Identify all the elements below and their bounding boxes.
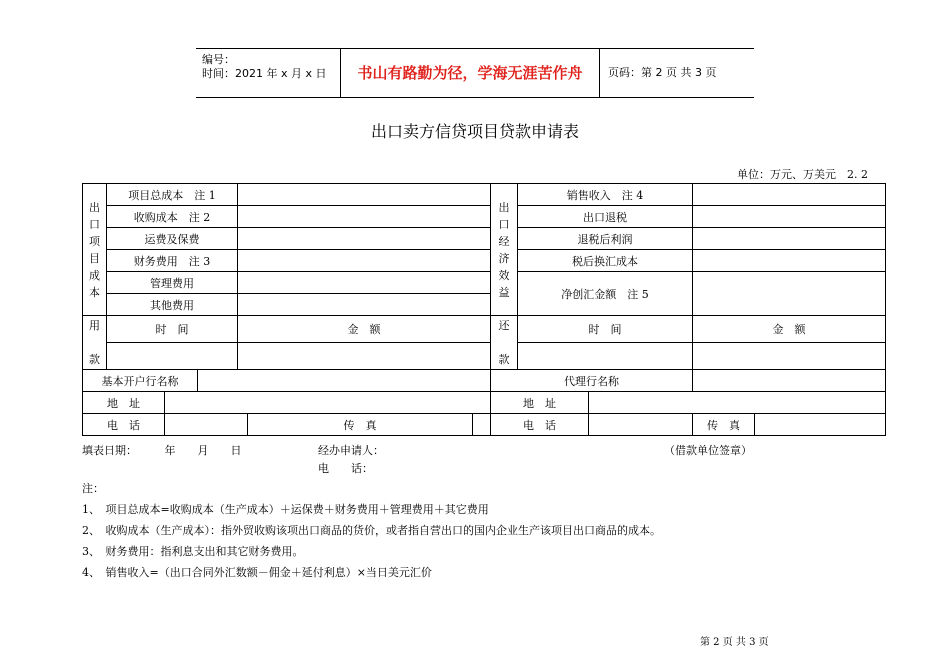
seal-label: （借款单位签章） (664, 444, 752, 457)
address-value[interactable] (165, 392, 491, 414)
right-item-value[interactable] (693, 228, 886, 250)
right-item-label: 税后换汇成本 (518, 250, 693, 272)
agent-bank-value[interactable] (693, 370, 886, 392)
repay-time-header: 时 间 (518, 316, 693, 343)
applicant-label: 经办申请人： (318, 444, 384, 457)
fax-label: 传 真 (248, 414, 473, 436)
note-line: 3、 财务费用：指利息支出和其它财务费用。 (82, 545, 304, 558)
note-line: 4、 销售收入=（出口合同外汇数额－佣金＋延付利息）×当日美元汇价 (82, 566, 432, 579)
right-item-value[interactable] (693, 184, 886, 206)
right-item-value[interactable] (693, 250, 886, 272)
basic-bank-label: 基本开户行名称 (83, 370, 198, 392)
applicant-phone-label: 电 话： (318, 462, 373, 475)
repay-amount-header: 金 额 (693, 316, 886, 343)
repay-label: 还 款 (491, 316, 518, 370)
doc-time-label: 时间：2021 年 x 月 x 日 (202, 67, 327, 80)
fax-value[interactable] (473, 414, 491, 436)
right-item-label: 销售收入 注 4 (518, 184, 693, 206)
repay-amount-value[interactable] (693, 343, 886, 370)
use-time-header: 时 间 (107, 316, 238, 343)
agent-fax-label: 传 真 (693, 414, 755, 436)
left-item-value[interactable] (238, 184, 491, 206)
right-item-value[interactable] (693, 206, 886, 228)
unit-label: 单位：万元、万美元 2. 2 (737, 168, 868, 181)
right-item-label: 退税后利润 (518, 228, 693, 250)
left-item-value[interactable] (238, 228, 491, 250)
right-item-label: 出口退税 (518, 206, 693, 228)
agent-address-label: 地 址 (491, 392, 589, 414)
page-header (196, 48, 754, 98)
use-time-value[interactable] (107, 343, 238, 370)
left-item-value[interactable] (238, 272, 491, 294)
doc-number-label: 编号： (202, 53, 235, 66)
use-amount-value[interactable] (238, 343, 491, 370)
fill-date: 填表日期： 年 月 日 (82, 444, 242, 457)
left-item-label: 项目总成本 注 1 (107, 184, 238, 206)
use-amount-header: 金 额 (238, 316, 491, 343)
note-line: 注： (82, 482, 104, 495)
agent-phone-value[interactable] (589, 414, 693, 436)
note-line: 2、 收购成本（生产成本）：指外贸收购该项出口商品的货价，或者指自营出口的国内企业生产该项目出口商品的成本。 (82, 524, 661, 537)
left-item-label: 管理费用 (107, 272, 238, 294)
loan-application-table (82, 183, 886, 436)
agent-address-value[interactable] (589, 392, 886, 414)
use-label: 用 款 (83, 316, 107, 370)
agent-phone-label: 电 话 (491, 414, 589, 436)
basic-bank-value[interactable] (198, 370, 491, 392)
agent-fax-value[interactable] (755, 414, 886, 436)
form-title: 出口卖方信贷项目贷款申请表 (370, 122, 579, 141)
left-item-label: 财务费用 注 3 (107, 250, 238, 272)
notes-section (82, 478, 661, 583)
left-item-label: 其他费用 (107, 294, 238, 316)
left-item-value[interactable] (238, 206, 491, 228)
header-motto: 书山有路勤为径，学海无涯苦作舟 (341, 49, 600, 97)
left-group-label: 出 口 项 目 成 本 (83, 184, 107, 316)
left-item-label: 运费及保费 (107, 228, 238, 250)
right-item-label: 净创汇金额 注 5 (518, 272, 693, 316)
phone-label: 电 话 (83, 414, 165, 436)
address-label: 地 址 (83, 392, 165, 414)
left-item-value[interactable] (238, 294, 491, 316)
agent-bank-label: 代理行名称 (491, 370, 693, 392)
left-item-value[interactable] (238, 250, 491, 272)
repay-time-value[interactable] (518, 343, 693, 370)
page-number: 第 2 页 共 3 页 (700, 637, 769, 648)
header-page-label: 页码：第 2 页 共 3 页 (608, 66, 717, 79)
right-item-value[interactable] (693, 272, 886, 316)
phone-value[interactable] (165, 414, 248, 436)
header-meta (196, 49, 341, 97)
right-group-label: 出 口 经 济 效 益 (491, 184, 518, 316)
left-item-label: 收购成本 注 2 (107, 206, 238, 228)
note-line: 1、 项目总成本=收购成本（生产成本）＋运保费＋财务费用＋管理费用＋其它费用 (82, 503, 489, 516)
